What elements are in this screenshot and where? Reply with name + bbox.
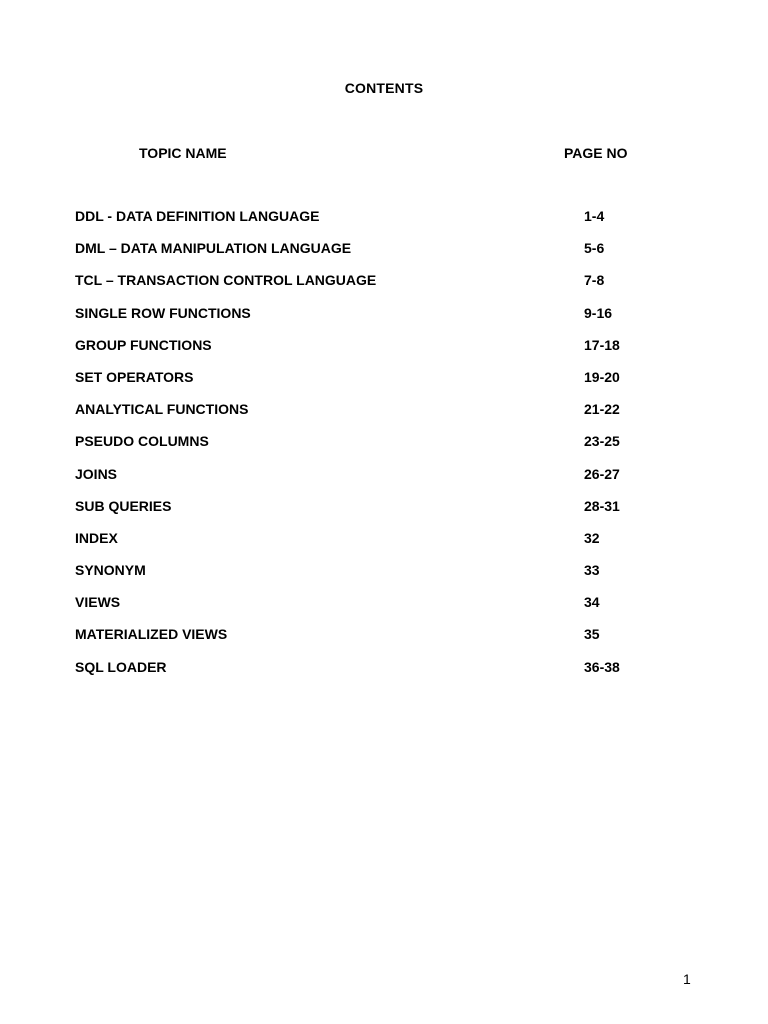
column-header-topic-name: TOPIC NAME [139, 145, 227, 161]
toc-entry [0, 208, 768, 240]
toc-entry-page-range: 26-27 [584, 465, 620, 482]
table-of-contents [0, 208, 768, 691]
toc-entry-page-range: 7-8 [584, 272, 605, 289]
toc-entry-topic: SET OPERATORS [75, 368, 194, 385]
toc-entry [0, 498, 768, 530]
toc-entry-topic: SINGLE ROW FUNCTIONS [75, 304, 251, 321]
toc-entry-topic: DDL - DATA DEFINITION LANGUAGE [75, 208, 320, 224]
toc-entry-topic: MATERIALIZED VIEWS [75, 626, 228, 643]
toc-entry [0, 530, 768, 562]
toc-entry-page-range: 32 [584, 529, 600, 546]
toc-entry-page-range: 28-31 [584, 497, 620, 514]
page-number: 1 [683, 971, 691, 987]
toc-entry-page-range: 21-22 [584, 401, 620, 418]
toc-entry-page-range: 19-20 [584, 368, 620, 385]
toc-entry-page-range: 5-6 [584, 240, 605, 257]
toc-entry [0, 240, 768, 272]
toc-entry-page-range: 17-18 [584, 336, 620, 353]
toc-entry-page-range: 34 [584, 594, 600, 611]
toc-entry-page-range: 36-38 [584, 658, 620, 675]
toc-entry-page-range: 33 [584, 562, 600, 579]
toc-entry-topic: DML – DATA MANIPULATION LANGUAGE [75, 240, 352, 257]
column-header-page-no: PAGE NO [564, 145, 628, 161]
page-title: CONTENTS [344, 80, 424, 96]
toc-entry-topic: SQL LOADER [75, 658, 167, 675]
toc-entry-topic: SUB QUERIES [75, 497, 172, 514]
toc-entry [0, 272, 768, 304]
toc-entry-topic: INDEX [75, 529, 118, 546]
toc-entry [0, 369, 768, 401]
toc-entry [0, 337, 768, 369]
toc-entry-topic: SYNONYM [75, 562, 146, 579]
toc-entry [0, 305, 768, 337]
toc-entry [0, 433, 768, 465]
toc-entry-page-range: 9-16 [584, 304, 613, 321]
toc-entry-topic: TCL – TRANSACTION CONTROL LANGUAGE [75, 272, 377, 289]
toc-entry-page-range: 35 [584, 626, 600, 643]
toc-entry-page-range: 23-25 [584, 433, 620, 450]
toc-entry [0, 466, 768, 498]
toc-entry [0, 659, 768, 691]
toc-entry-topic: VIEWS [75, 594, 121, 611]
toc-entry-topic: GROUP FUNCTIONS [75, 336, 212, 353]
toc-entry-page-range: 1-4 [584, 208, 605, 224]
toc-entry-topic: ANALYTICAL FUNCTIONS [75, 401, 249, 418]
toc-entry-topic: JOINS [75, 465, 118, 482]
toc-entry-topic: PSEUDO COLUMNS [75, 433, 209, 450]
toc-entry [0, 562, 768, 594]
toc-entry [0, 594, 768, 626]
toc-entry [0, 401, 768, 433]
toc-entry [0, 626, 768, 658]
